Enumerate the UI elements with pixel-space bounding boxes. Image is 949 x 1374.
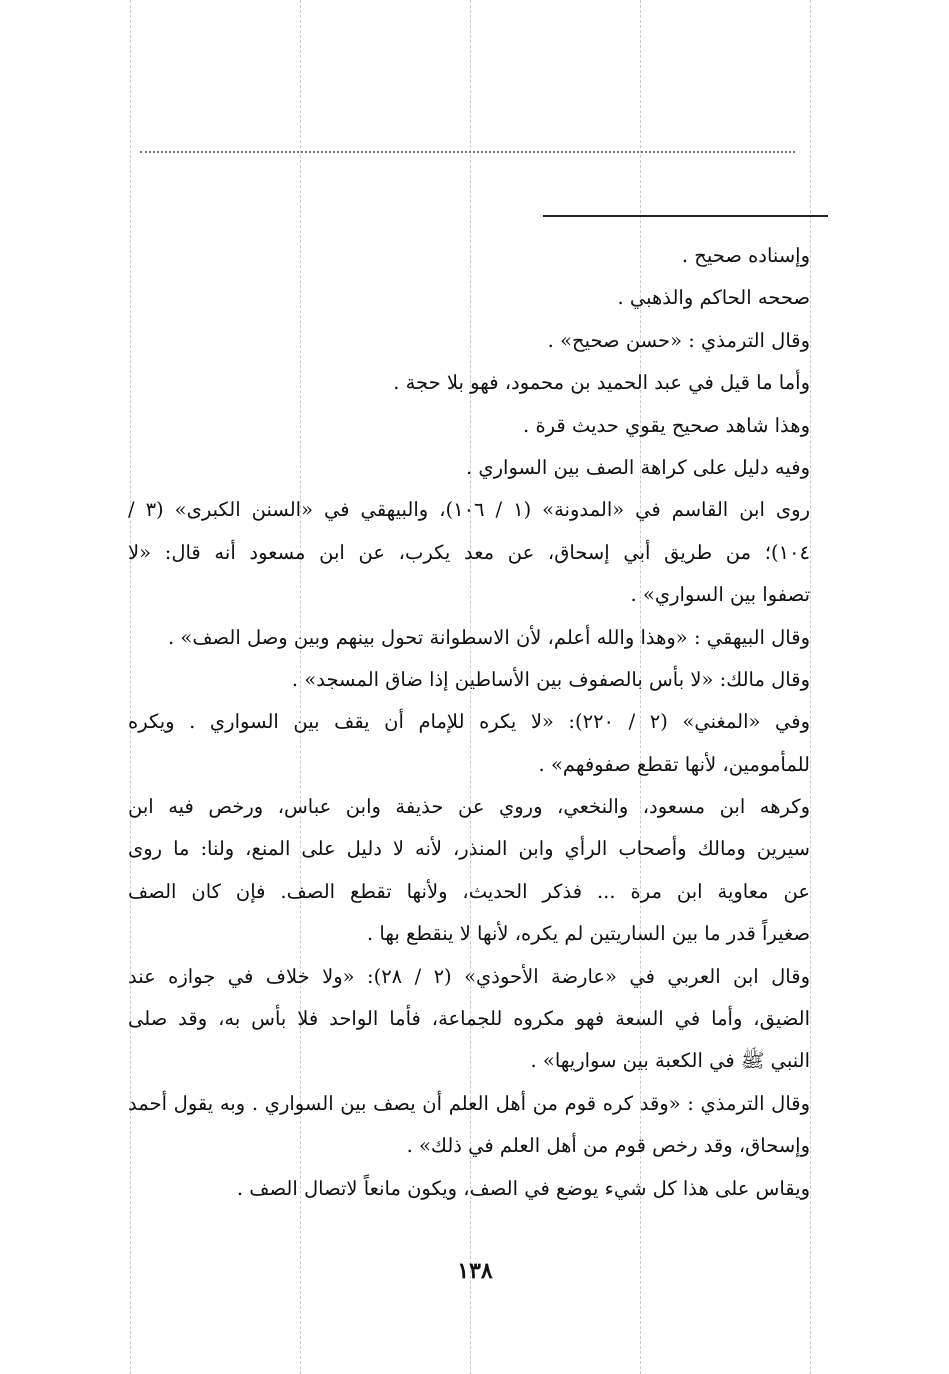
text-line: وفيه دليل على كراهة الصف بين السواري . [465, 455, 810, 479]
text-line: وإسحاق، وقد رخص قوم من أهل العلم في ذلك» . [406, 1134, 810, 1158]
scan-guide-line [810, 0, 811, 1374]
text-line: وقال مالك: «لا بأس بالصفوف بين الأساطين إذا ضاق المسجد» . [291, 667, 810, 691]
text-line: وإسناده صحيح . [681, 244, 810, 267]
footnote-separator [543, 215, 828, 217]
text-line: تصفوا بين السواري» . [630, 583, 810, 607]
page-number: ١٣٨ [457, 1258, 493, 1284]
header-dotted-rule [140, 151, 795, 153]
text-line: ١٠٤)؛ من طريق أبي إسحاق، عن معد يكرب، عن ابن مسعود أنه قال: «لا [128, 540, 810, 564]
text-line: عن معاوية ابن مرة ... فذكر الحديث، ولأنها تقطع الصف. فإن كان الصف [128, 879, 810, 903]
text-line: وكرهه ابن مسعود، والنخعي، وروي عن حذيفة وابن عباس، ورخص فيه ابن [128, 795, 810, 819]
text-line: وقال الترمذي : «حسن صحيح» . [547, 328, 810, 352]
text-line: وهذا شاهد صحيح يقوي حديث قرة . [523, 413, 810, 437]
text-line: وقال الترمذي : «وقد كره قوم من أهل العلم أن يصف بين السواري . وبه يقول أحمد [128, 1091, 810, 1115]
text-line: وقال ابن العربي في «عارضة الأحوذي» (٢ / ٢٨): «ولا خلاف في جوازه عند [128, 964, 810, 988]
text-line: صغيراً قدر ما بين الساريتين لم يكره، لأنها لا ينقطع بها . [367, 922, 810, 946]
text-line: للمأمومين، لأنها تقطع صفوفهم» . [538, 752, 810, 776]
text-line: النبي ﷺ في الكعبة بين سواريها» . [530, 1049, 810, 1073]
text-line: روى ابن القاسم في «المدونة» (١ / ١٠٦)، والبيهقي في «السنن الكبرى» (٣ / [128, 498, 810, 522]
text-line: صححه الحاكم والذهبي . [617, 286, 810, 310]
text-line: ويقاس على هذا كل شيء يوضع في الصف، ويكون مانعاً لاتصال الصف . [236, 1176, 810, 1200]
text-line: وقال البيهقي : «وهذا والله أعلم، لأن الاسطوانة تحول بينهم وبين وصل الصف» . [168, 625, 810, 649]
text-line: الضيق، وأما في السعة فهو مكروه للجماعة، فأما الواحد فلا بأس به، وقد صلى [128, 1007, 810, 1031]
body-text [128, 235, 810, 1210]
text-line: سيرين ومالك وأصحاب الرأي وابن المنذر، لأنه لا دليل على المنع، ولنا: ما روى [128, 837, 810, 861]
text-line: وأما ما قيل في عبد الحميد بن محمود، فهو بلا حجة . [393, 371, 810, 395]
text-line: وفي «المغني» (٢ / ٢٢٠): «لا يكره للإمام أن يقف بين السواري . ويكره [128, 710, 810, 734]
